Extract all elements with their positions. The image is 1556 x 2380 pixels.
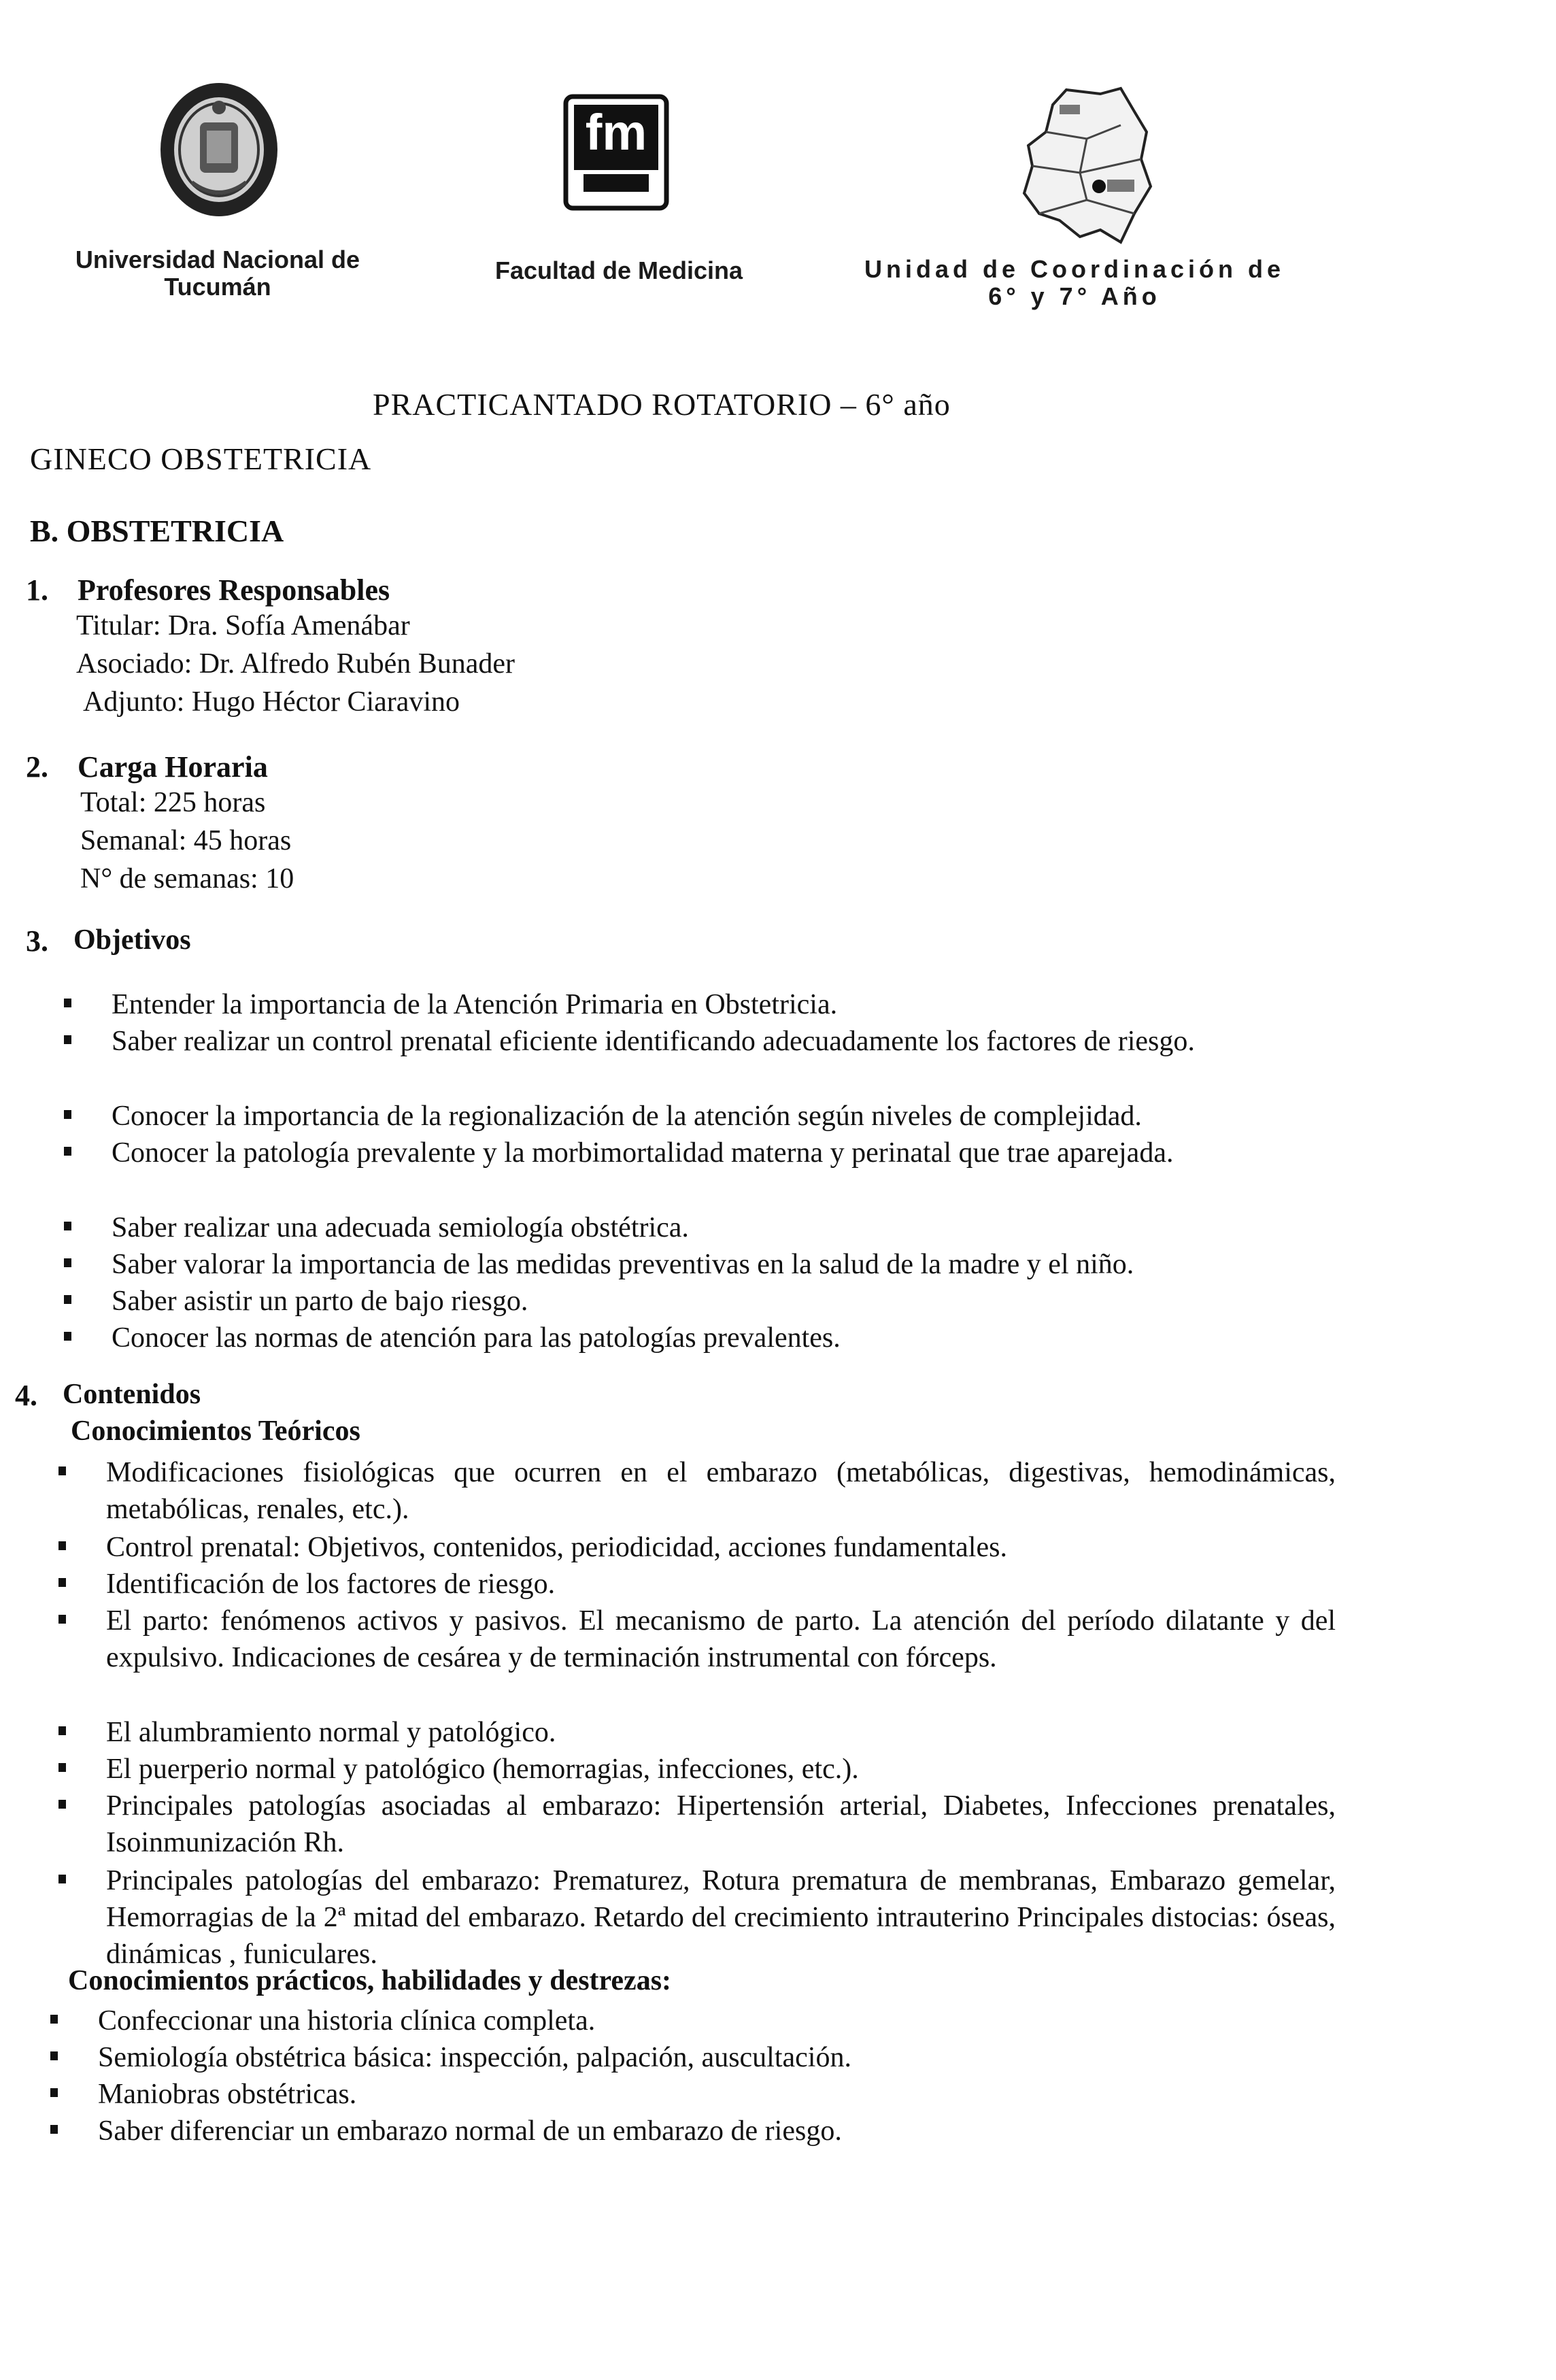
teorico-item	[58, 1862, 1336, 1973]
section-4-number: 4.	[15, 1379, 37, 1412]
objective-item	[64, 1135, 1336, 1171]
practico-text: Confeccionar una historia clínica completa.	[98, 2005, 596, 2037]
teorico-text: Modificaciones fisiológicas que ocurren en el embarazo (metabólicas, digestivas, hemodinámicas, metabólicas, renales, etc.).	[106, 1457, 1336, 1525]
adjunto-line: Adjunto: Hugo Héctor Ciaravino	[83, 686, 460, 718]
asociado-line: Asociado: Dr. Alfredo Rubén Bunader	[76, 648, 515, 680]
practico-text: Semiología obstétrica básica: inspección, palpación, auscultación.	[98, 2042, 851, 2073]
teorico-text: El alumbramiento normal y patológico.	[106, 1717, 556, 1748]
practico-item	[50, 2039, 1336, 2076]
teorico-text: El parto: fenómenos activos y pasivos. El mecanismo de parto. La atención del período dilatante y del expulsivo. Indicaciones de cesárea y de terminación instrumental con fórceps.	[106, 1605, 1336, 1673]
objective-item	[64, 1320, 1336, 1356]
bullet-icon	[64, 1332, 71, 1341]
unt-caption-line-1: Universidad Nacional de	[75, 246, 360, 273]
teorico-item	[58, 1566, 1336, 1603]
bullet-icon	[50, 2088, 58, 2097]
objective-item	[64, 1098, 1336, 1135]
practico-item	[50, 2002, 1336, 2039]
subject-heading: B. OBSTETRICIA	[30, 514, 284, 548]
weeks-count-line: N° de semanas: 10	[80, 863, 294, 894]
objective-item	[64, 1209, 1336, 1246]
practico-text: Saber diferenciar un embarazo normal de un embarazo de riesgo.	[98, 2115, 842, 2147]
objective-item	[64, 1283, 1336, 1320]
unt-caption	[0, 246, 435, 301]
bullet-icon	[64, 1258, 71, 1267]
teorico-text: El puerperio normal y patológico (hemorragias, infecciones, etc.).	[106, 1754, 859, 1785]
bullet-icon	[64, 1035, 71, 1044]
bullet-icon	[58, 1800, 66, 1809]
section-2-number: 2.	[26, 750, 48, 784]
teorico-text: Control prenatal: Objetivos, contenidos, periodicidad, acciones fundamentales.	[106, 1532, 1007, 1563]
teorico-text: Identificación de los factores de riesgo.	[106, 1569, 556, 1600]
teorico-text: Principales patologías del embarazo: Prematurez, Rotura prematura de membranas, Embarazo gemelar, Hemorragias de la 2ª mitad del embarazo. Retardo del crecimiento intrauterino Principales distocias: óseas, dinámicas , funiculares.	[106, 1865, 1336, 1970]
bullet-icon	[64, 1295, 71, 1304]
unidad-caption	[802, 256, 1347, 311]
bullet-icon	[58, 1726, 66, 1735]
section-1-heading: Profesores Responsables	[78, 573, 390, 607]
bullet-icon	[58, 1763, 66, 1772]
section-2-heading: Carga Horaria	[78, 750, 268, 784]
objective-text: Conocer la importancia de la regionalización de la atención según niveles de complejidad.	[112, 1101, 1142, 1132]
bullet-icon	[58, 1615, 66, 1624]
fm-caption	[381, 257, 857, 284]
unidad-caption-line-2: 6° y 7° Año	[988, 282, 1161, 311]
objective-item	[64, 1023, 1336, 1060]
practico-item	[50, 2076, 1336, 2113]
section-2-content	[80, 784, 294, 898]
fm-caption-line-1: Facultad de Medicina	[494, 256, 743, 284]
unt-caption-line-2: Tucumán	[164, 273, 271, 301]
objective-text: Conocer la patología prevalente y la morbimortalidad materna y perinatal que trae aparejada.	[112, 1137, 1174, 1169]
teorico-text: Principales patologías asociadas al embarazo: Hipertensión arterial, Diabetes, Infecciones prenatales, Isoinmunización Rh.	[106, 1790, 1336, 1858]
practico-text: Maniobras obstétricas.	[98, 2079, 357, 2110]
teorico-item	[58, 1714, 1336, 1751]
document-title: PRACTICANTADO ROTATORIO – 6° año	[373, 387, 951, 422]
bullet-icon	[64, 1147, 71, 1156]
bullet-icon	[58, 1578, 66, 1587]
bullet-icon	[58, 1466, 66, 1475]
unt-seal-logo	[158, 80, 280, 220]
teorico-item	[58, 1751, 1336, 1788]
objective-item	[64, 986, 1336, 1023]
bullet-icon	[64, 1222, 71, 1230]
province-map-icon	[1019, 84, 1155, 248]
bullet-icon	[50, 2015, 58, 2024]
objective-item	[64, 1246, 1336, 1283]
practicos-heading: Conocimientos prácticos, habilidades y destrezas:	[68, 1965, 672, 1996]
bullet-icon	[58, 1541, 66, 1550]
bullet-icon	[64, 1110, 71, 1119]
bullet-icon	[64, 999, 71, 1007]
bullet-icon	[50, 2125, 58, 2134]
teorico-item	[58, 1454, 1336, 1528]
department-heading: GINECO OBSTETRICIA	[30, 441, 372, 476]
bullet-icon	[58, 1875, 66, 1883]
map-logo	[1019, 84, 1155, 248]
objective-text: Saber valorar la importancia de las medidas preventivas en la salud de la madre y el niño.	[112, 1249, 1134, 1280]
objective-text: Saber asistir un parto de bajo riesgo.	[112, 1286, 528, 1317]
bullet-icon	[50, 2051, 58, 2060]
fm-logo-text: fm	[585, 104, 647, 161]
unidad-caption-line-1: Unidad de Coordinación de	[864, 255, 1285, 283]
teorico-item	[58, 1529, 1336, 1566]
objective-text: Saber realizar un control prenatal eficiente identificando adecuadamente los factores de riesgo.	[112, 1026, 1195, 1057]
titular-line: Titular: Dra. Sofía Amenábar	[76, 610, 410, 641]
weekly-hours-line: Semanal: 45 horas	[80, 825, 292, 856]
section-4-heading: Contenidos	[63, 1379, 201, 1410]
objective-text: Conocer las normas de atención para las patologías prevalentes.	[112, 1322, 841, 1354]
practico-item	[50, 2113, 1336, 2149]
teorico-item	[58, 1788, 1336, 1861]
objective-text: Entender la importancia de la Atención Primaria en Obstetricia.	[112, 989, 838, 1020]
section-1-content	[76, 607, 515, 721]
teoricos-heading: Conocimientos Teóricos	[71, 1415, 360, 1447]
section-3-number: 3.	[26, 924, 48, 958]
section-3-heading: Objetivos	[73, 924, 191, 956]
university-seal-icon	[158, 80, 280, 220]
objective-text: Saber realizar una adecuada semiología obstétrica.	[112, 1212, 689, 1243]
teorico-item	[58, 1603, 1336, 1676]
section-1-number: 1.	[26, 573, 48, 607]
total-hours-line: Total: 225 horas	[80, 787, 266, 818]
